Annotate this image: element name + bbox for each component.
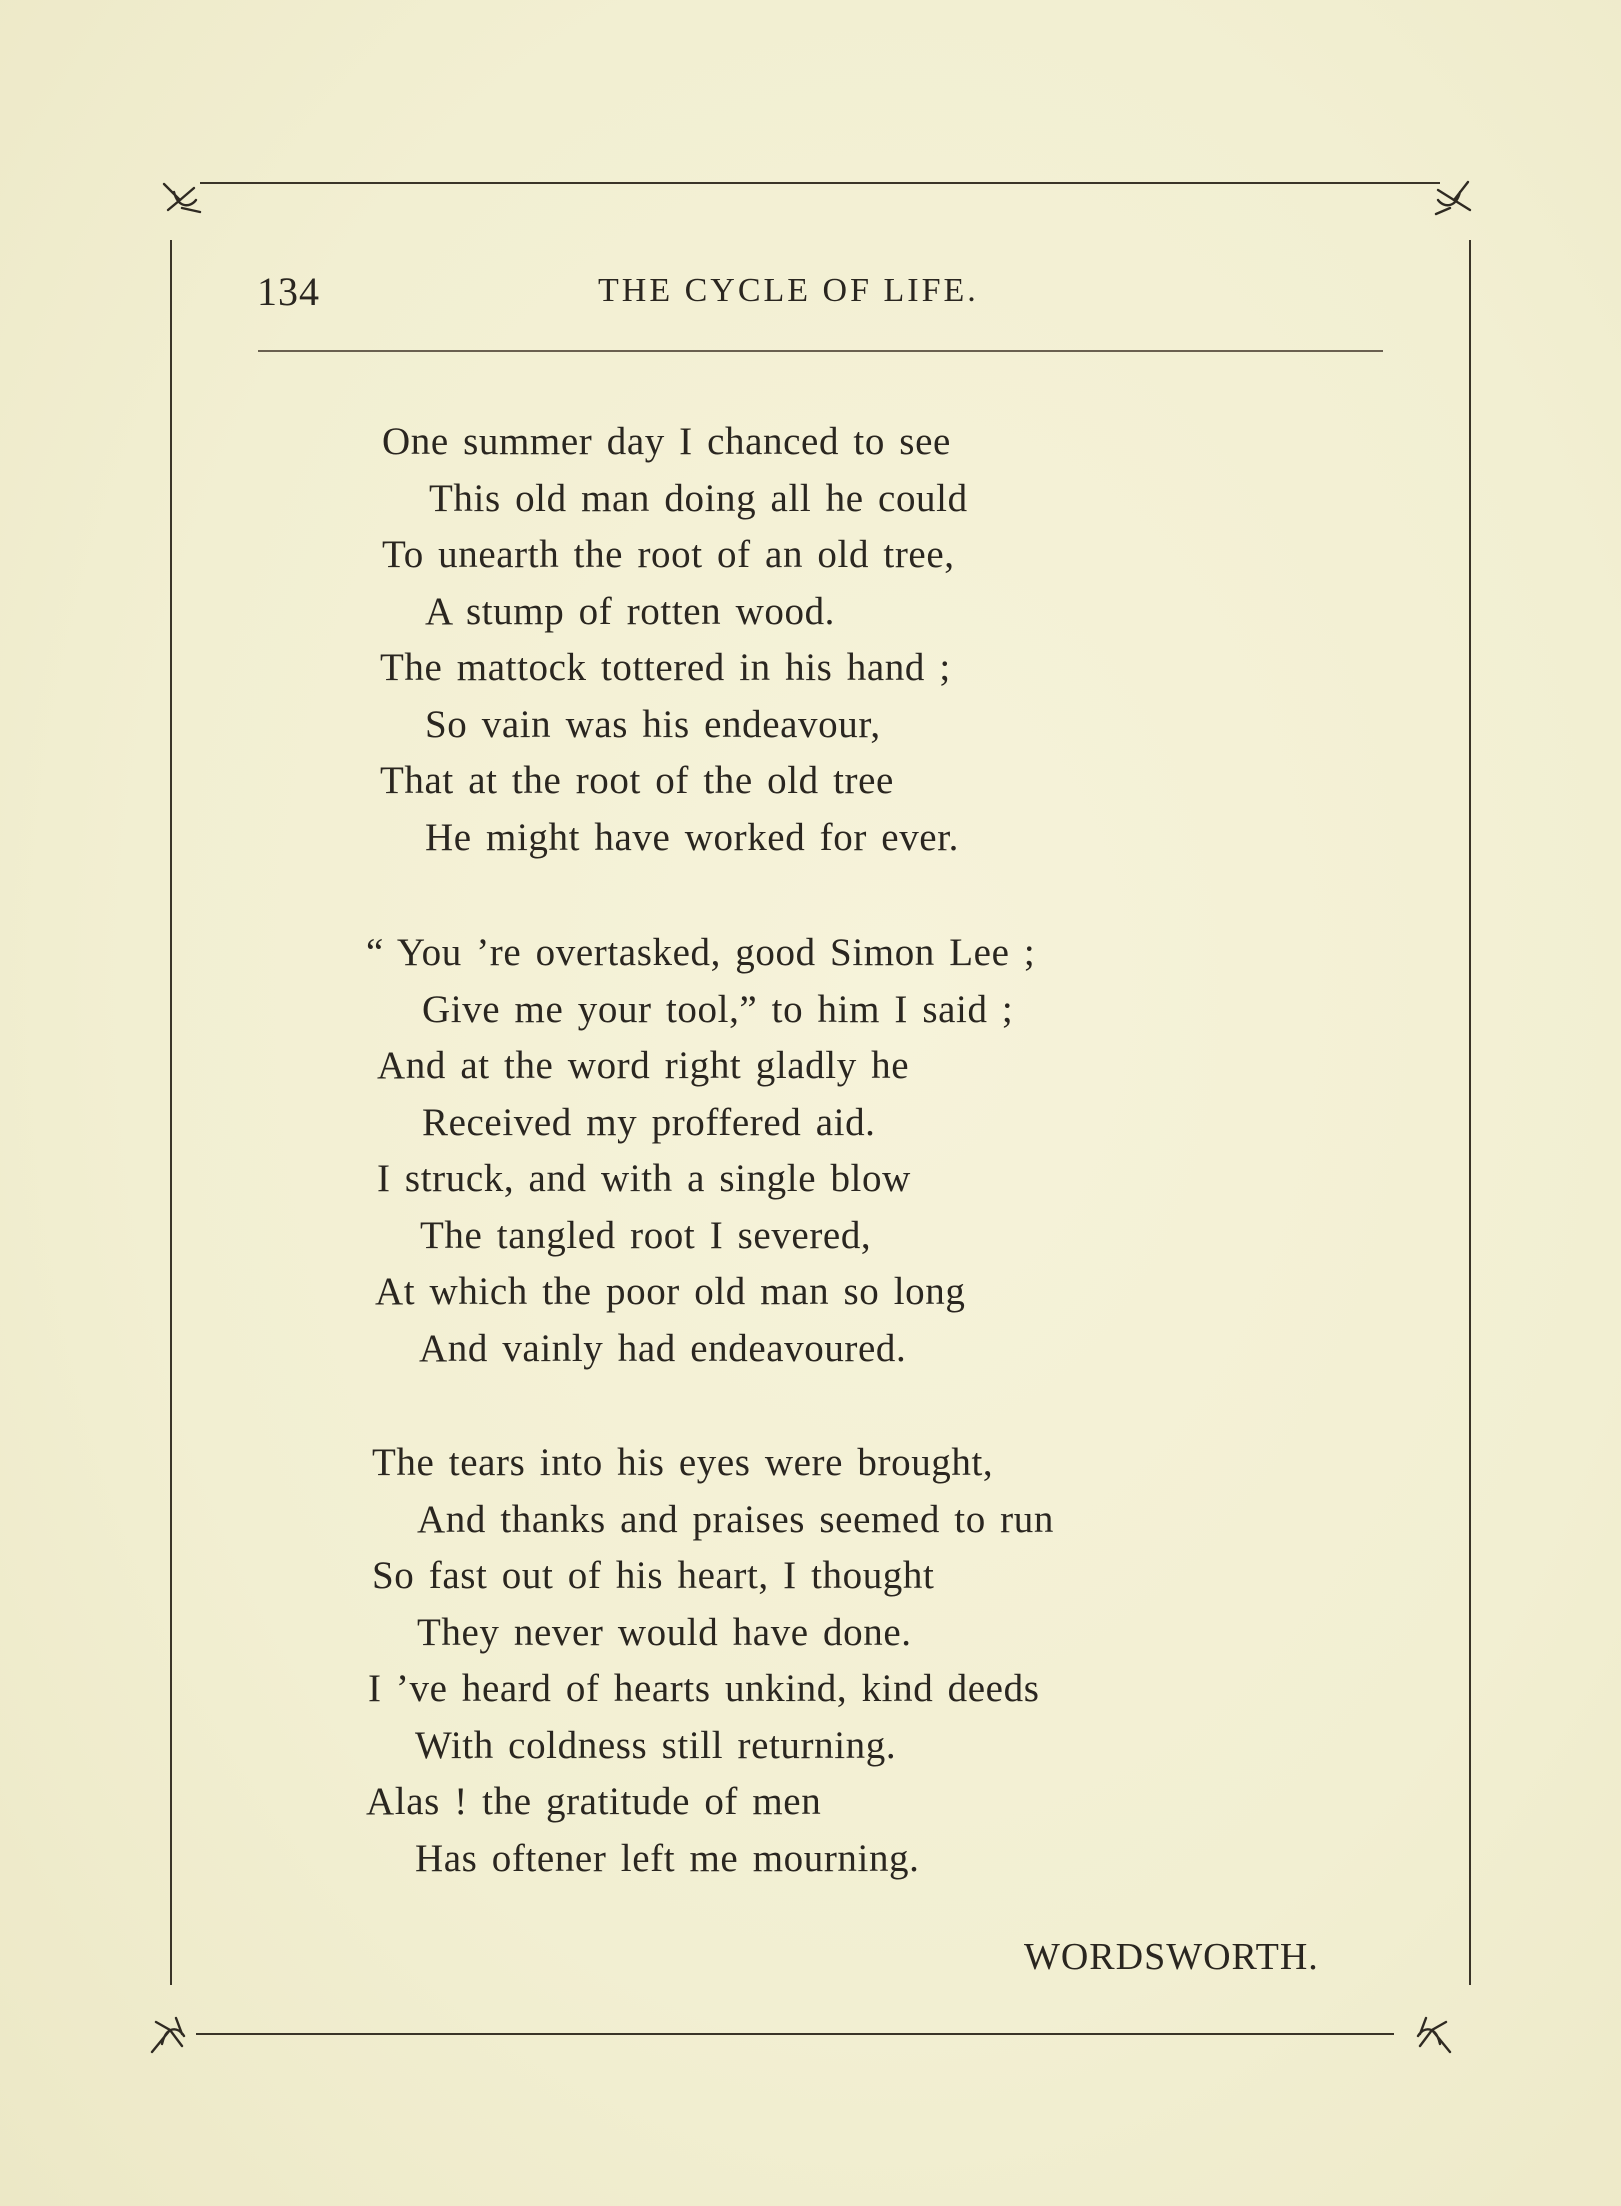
corner-ornament-icon xyxy=(160,178,206,224)
poem-line: The tangled root I severed, xyxy=(420,1214,872,1257)
frame-top-rule xyxy=(200,182,1440,184)
poem-line: And thanks and praises seemed to run xyxy=(417,1498,1054,1541)
page-number: 134 xyxy=(257,269,320,314)
corner-ornament-icon xyxy=(146,2010,192,2056)
poem-line: “ You ’re overtasked, good Simon Lee ; xyxy=(366,931,1036,974)
header-rule xyxy=(258,350,1383,352)
poem-line: And at the word right gladly he xyxy=(377,1044,910,1087)
poem-line: One summer day I chanced to see xyxy=(382,420,951,463)
poem-line: So vain was his endeavour, xyxy=(425,703,881,746)
poem-line: Give me your tool,” to him I said ; xyxy=(422,988,1014,1031)
poem-line: That at the root of the old tree xyxy=(380,759,894,802)
poem-line: The tears into his eyes were brought, xyxy=(372,1441,994,1484)
frame-bottom-rule xyxy=(196,2033,1394,2035)
poem-line: He might have worked for ever. xyxy=(425,816,959,859)
poem-line: Received my proffered aid. xyxy=(422,1101,876,1144)
poem-line: So fast out of his heart, I thought xyxy=(372,1554,935,1597)
poem-line: I ’ve heard of hearts unkind, kind deeds xyxy=(368,1667,1040,1710)
poem-line: Alas ! the gratitude of men xyxy=(366,1780,822,1823)
poem-line: I struck, and with a single blow xyxy=(377,1157,911,1200)
running-title: THE CYCLE OF LIFE. xyxy=(598,272,979,309)
corner-ornament-icon xyxy=(1410,2010,1456,2056)
poem-line: This old man doing all he could xyxy=(429,477,968,520)
poem-line: A stump of rotten wood. xyxy=(425,590,836,633)
frame-left-rule xyxy=(170,240,172,1985)
poem-line: The mattock tottered in his hand ; xyxy=(380,646,951,689)
poem-line: To unearth the root of an old tree, xyxy=(382,533,955,576)
poem-line: At which the poor old man so long xyxy=(375,1270,966,1313)
poem-line: They never would have done. xyxy=(417,1611,912,1654)
corner-ornament-icon xyxy=(1430,178,1476,224)
poem-line: With coldness still returning. xyxy=(415,1724,897,1767)
poem-attribution: WORDSWORTH. xyxy=(1024,1936,1319,1978)
frame-right-rule xyxy=(1469,240,1471,1985)
poem-line: And vainly had endeavoured. xyxy=(419,1327,907,1370)
poem-line: Has oftener left me mourning. xyxy=(415,1837,920,1880)
